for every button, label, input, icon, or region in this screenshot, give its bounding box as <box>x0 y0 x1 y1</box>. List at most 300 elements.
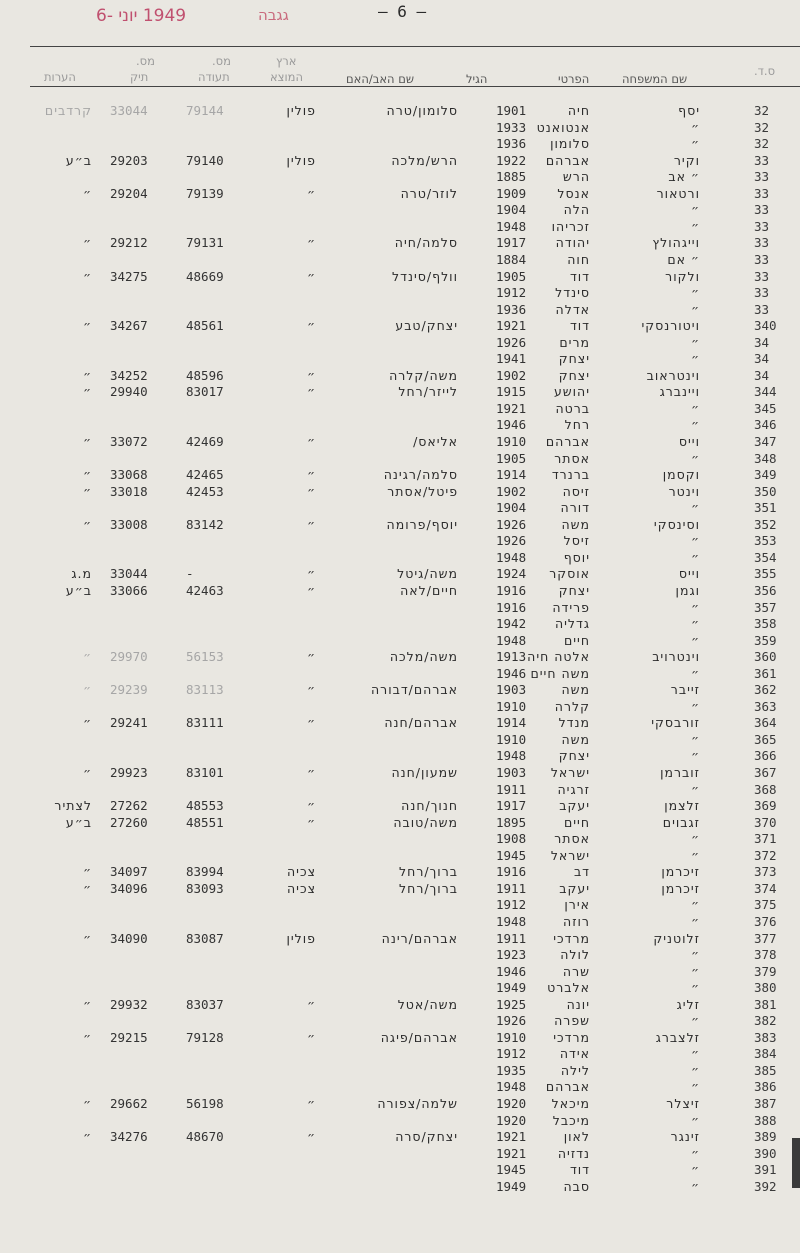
country-of-origin: ״ <box>306 516 316 532</box>
number-a: 79139 <box>186 185 224 201</box>
first-name: גדליה <box>554 616 590 632</box>
family-name: וינטרויב <box>652 649 700 665</box>
first-name: אירן <box>564 897 590 913</box>
row-number: 372 <box>754 847 777 863</box>
birth-year: 1948 <box>496 748 527 764</box>
country-of-origin: ״ <box>306 1129 316 1145</box>
first-name: רוזה <box>563 913 590 929</box>
parents-names: וולף/סינדל <box>392 268 458 284</box>
note: ״ <box>82 516 92 532</box>
note: ״ <box>82 930 92 946</box>
parents-names: משה/גיטל <box>397 566 458 582</box>
family-name: ״ <box>690 1046 700 1062</box>
number-a: 48596 <box>186 367 224 383</box>
birth-year: 1921 <box>496 318 527 334</box>
birth-year: 1926 <box>496 334 527 350</box>
birth-year: 1920 <box>496 1096 527 1111</box>
birth-year: 1936 <box>496 301 527 317</box>
row-number: 360 <box>754 649 777 665</box>
first-name: יוסף <box>563 549 590 565</box>
row-number: 346 <box>754 417 777 433</box>
family-name: זלצמן <box>664 798 700 814</box>
birth-year: 1946 <box>496 665 527 681</box>
family-name: ״ <box>690 616 700 632</box>
birth-year: 1914 <box>496 715 527 731</box>
birth-year: 1902 <box>496 367 527 383</box>
col-head-number-a: מס. <box>212 54 231 68</box>
row-number: 365 <box>754 731 777 747</box>
parents-names: אברהם/חנה <box>384 715 458 731</box>
country-of-origin: ״ <box>306 467 316 483</box>
parents-names: אליאס/ <box>413 434 458 449</box>
country-of-origin: ״ <box>306 798 316 814</box>
row-number: 32 <box>754 136 770 152</box>
family-name: ״ <box>690 119 700 135</box>
note: ״ <box>82 268 92 284</box>
number-b: 29940 <box>110 384 148 400</box>
birth-year: 1933 <box>496 119 527 135</box>
family-name: ״ אב <box>668 169 700 185</box>
number-a: 83994 <box>186 864 224 880</box>
birth-year: 1910 <box>496 434 527 449</box>
first-name: סינדל <box>555 285 590 301</box>
first-name: משה חיים <box>530 665 590 681</box>
country-of-origin: ״ <box>306 682 316 698</box>
first-name: חיה <box>567 103 590 118</box>
row-number: 368 <box>754 781 777 797</box>
number-a: - <box>186 566 194 582</box>
first-name: מיכבל <box>552 1112 590 1128</box>
family-name: ״ <box>690 665 700 681</box>
parents-names: משה/מלכה <box>389 649 458 665</box>
parents-names: ברוך/רחל <box>399 864 458 880</box>
family-name: ורטאור <box>656 185 700 201</box>
country-of-origin: ״ <box>306 185 316 201</box>
country-of-origin: ״ <box>306 582 316 598</box>
family-name: ״ <box>690 136 700 152</box>
note: ״ <box>82 864 92 880</box>
birth-year: 1935 <box>496 1062 527 1078</box>
number-a: 79140 <box>186 152 224 168</box>
row-number: 358 <box>754 616 777 632</box>
row-number: 33 <box>754 185 770 201</box>
family-name: זלצברג <box>655 1029 700 1045</box>
family-name: וייס <box>678 434 700 449</box>
birth-year: 1945 <box>496 1162 527 1178</box>
birth-year: 1917 <box>496 235 527 251</box>
first-name: דוד <box>569 1162 590 1178</box>
birth-year: 1949 <box>496 1178 527 1194</box>
first-name: זרגיה <box>557 781 590 797</box>
row-number: 371 <box>754 831 777 847</box>
number-b: 34096 <box>110 880 148 896</box>
family-name: ״ <box>690 417 700 433</box>
note: קרדבים <box>44 103 92 118</box>
birth-year: 1917 <box>496 798 527 814</box>
note: ״ <box>82 235 92 251</box>
parents-names: חנוך/חנה <box>401 798 458 814</box>
birth-year: 1912 <box>496 1046 527 1062</box>
family-name: זיכרמן <box>661 864 700 880</box>
parents-names: אברהם/דבורה <box>371 682 458 698</box>
birth-year: 1923 <box>496 947 527 963</box>
family-name: יסף <box>678 103 700 118</box>
first-name: סבה <box>563 1178 590 1194</box>
birth-year: 1910 <box>496 731 527 747</box>
number-a: 48551 <box>186 814 224 830</box>
row-number: 392 <box>754 1178 777 1194</box>
row-number: 32 <box>754 103 770 118</box>
birth-year: 1905 <box>496 268 527 284</box>
first-name: יצחק <box>558 582 590 598</box>
row-number: 345 <box>754 400 777 416</box>
first-name: יעקב <box>559 880 590 896</box>
row-number: 385 <box>754 1062 777 1078</box>
country-of-origin: צכיה <box>287 864 316 880</box>
family-name: וסינסקי <box>653 516 700 532</box>
parents-names: ברוך/רחל <box>399 880 458 896</box>
first-name: לאון <box>563 1129 590 1145</box>
row-number: 347 <box>754 434 777 449</box>
family-name: ״ <box>690 963 700 979</box>
first-name: זכריהו <box>551 218 590 234</box>
number-b: 29662 <box>110 1096 148 1111</box>
birth-year: 1948 <box>496 218 527 234</box>
note: מ.ג <box>71 566 92 582</box>
col-head-notes: הערות <box>44 70 76 84</box>
birth-year: 1948 <box>496 549 527 565</box>
number-b: 29203 <box>110 152 148 168</box>
first-name: מרדכי <box>553 1029 590 1045</box>
note: ״ <box>82 996 92 1012</box>
number-a: 48670 <box>186 1129 224 1145</box>
birth-year: 1916 <box>496 864 527 880</box>
number-b: 29932 <box>110 996 148 1012</box>
first-name: אנטואנט <box>536 119 590 135</box>
first-name: דב <box>573 864 590 880</box>
birth-year: 1921 <box>496 400 527 416</box>
birth-year: 1926 <box>496 516 527 532</box>
first-name: שרה <box>562 963 590 979</box>
country-of-origin: ״ <box>306 1096 316 1111</box>
note: ״ <box>82 880 92 896</box>
first-name: פרידה <box>552 599 590 615</box>
number-b: 34267 <box>110 318 148 334</box>
family-name: זגבוים <box>662 814 700 830</box>
parents-names: אברהם/פיגה <box>380 1029 458 1045</box>
family-name: זיצלר <box>666 1096 700 1111</box>
scan-edge <box>792 1138 800 1188</box>
parents-names: משה/קלרה <box>389 367 458 383</box>
birth-year: 1910 <box>496 1029 527 1045</box>
parents-names: לוזר/טרה <box>400 185 458 201</box>
parents-names: משה/טובה <box>393 814 458 830</box>
first-name: מרים <box>559 334 590 350</box>
note: ״ <box>82 715 92 731</box>
row-number: 353 <box>754 533 777 549</box>
first-name: הלה <box>563 202 590 218</box>
col-head-first-name: הפרטי <box>558 72 590 86</box>
number-b: 29215 <box>110 1029 148 1045</box>
first-name: נדזיה <box>557 1145 590 1161</box>
first-name: אלטה חיה <box>527 649 590 665</box>
row-number: 386 <box>754 1079 777 1095</box>
row-number: 33 <box>754 301 770 317</box>
family-name: זיכרמן <box>661 880 700 896</box>
row-number: 389 <box>754 1129 777 1145</box>
first-name: יצחק <box>558 351 590 367</box>
family-name: זינגר <box>670 1129 700 1145</box>
parents-names: סלמה/רגינה <box>383 467 458 483</box>
country-of-origin: ״ <box>306 566 316 582</box>
first-name: לולה <box>560 947 590 963</box>
number-b: 27262 <box>110 798 148 814</box>
family-name: ״ <box>690 913 700 929</box>
row-number: 362 <box>754 682 777 698</box>
first-name: אידה <box>559 1046 590 1062</box>
number-a: 83101 <box>186 765 224 780</box>
page-number: – 6 – <box>378 2 427 21</box>
birth-year: 1920 <box>496 1112 527 1128</box>
parents-names: שמעון/חנה <box>391 765 458 780</box>
col-head-row-no: ס.ד. <box>754 64 776 78</box>
number-b: 34252 <box>110 367 148 383</box>
first-name: אדלה <box>555 301 590 317</box>
note: ״ <box>82 434 92 449</box>
note: ״ <box>82 318 92 334</box>
first-name: מרדכי <box>553 930 590 946</box>
row-number: 376 <box>754 913 777 929</box>
note: ״ <box>82 467 92 483</box>
parents-names: סלמה/חיה <box>394 235 458 251</box>
row-number: 375 <box>754 897 777 913</box>
family-name: זייבר <box>670 682 700 698</box>
first-name: דורה <box>560 500 590 516</box>
row-number: 380 <box>754 980 777 996</box>
col-head-country-2: המוצא <box>270 70 303 84</box>
birth-year: 1926 <box>496 533 527 549</box>
number-b: 29239 <box>110 682 148 698</box>
row-number: 33 <box>754 169 770 185</box>
col-head-number-b: מס. <box>136 54 155 68</box>
parents-names: יוסף/פרומה <box>386 516 458 532</box>
first-name: אסתר <box>554 831 590 847</box>
number-a: 83111 <box>186 715 224 731</box>
number-a: 48553 <box>186 798 224 814</box>
number-b: 33008 <box>110 516 148 532</box>
birth-year: 1901 <box>496 103 527 118</box>
family-name: ״ <box>690 897 700 913</box>
country-of-origin: ״ <box>306 367 316 383</box>
row-number: 350 <box>754 483 777 499</box>
family-name: ״ <box>690 202 700 218</box>
first-name: משה <box>561 516 590 532</box>
family-name: ״ <box>690 1079 700 1095</box>
birth-year: 1949 <box>496 980 527 996</box>
first-name: אנסל <box>557 185 590 201</box>
family-name: זלוטניק <box>653 930 700 946</box>
family-name: וייס <box>678 566 700 582</box>
birth-year: 1941 <box>496 351 527 367</box>
number-b: 29241 <box>110 715 148 731</box>
country-of-origin: פולין <box>286 103 316 118</box>
birth-year: 1948 <box>496 632 527 648</box>
col-head-family: שם המשפחה <box>622 72 688 86</box>
note: ״ <box>82 185 92 201</box>
birth-year: 1936 <box>496 136 527 152</box>
row-number: 354 <box>754 549 777 565</box>
note: ״ <box>82 765 92 780</box>
first-name: יונה <box>566 996 590 1012</box>
number-a: 48669 <box>186 268 224 284</box>
row-number: 377 <box>754 930 777 946</box>
family-name: וגמן <box>675 582 700 598</box>
row-number: 390 <box>754 1145 777 1161</box>
number-b: 33072 <box>110 434 148 449</box>
family-name: ״ <box>690 731 700 747</box>
birth-year: 1913 <box>496 649 527 665</box>
family-name: ״ <box>690 1062 700 1078</box>
parents-names: לייזר/רחל <box>398 384 458 400</box>
first-name: אלברט <box>547 980 590 996</box>
birth-year: 1916 <box>496 582 527 598</box>
number-a: 83093 <box>186 880 224 896</box>
family-name: ״ <box>690 549 700 565</box>
birth-year: 1909 <box>496 185 527 201</box>
birth-year: 1915 <box>496 384 527 400</box>
number-b: 34276 <box>110 1129 148 1145</box>
note: ״ <box>82 483 92 499</box>
number-a: 83113 <box>186 682 224 698</box>
birth-year: 1884 <box>496 251 527 267</box>
row-number: 374 <box>754 880 777 896</box>
birth-year: 1948 <box>496 913 527 929</box>
family-name: ״ <box>690 1112 700 1128</box>
family-name: וייגהולץ <box>652 235 700 251</box>
family-name: ״ אם <box>667 251 700 267</box>
first-name: שפרה <box>554 1013 590 1029</box>
birth-year: 1903 <box>496 682 527 698</box>
first-name: חוה <box>567 251 590 267</box>
first-name: דוד <box>569 318 590 334</box>
number-a: 83087 <box>186 930 224 946</box>
row-number: 33 <box>754 152 770 168</box>
parents-names: יצחק/סרה <box>395 1129 458 1145</box>
family-name: וקסמן <box>662 467 700 483</box>
row-number: 369 <box>754 798 777 814</box>
number-b: 33044 <box>110 566 148 582</box>
birth-year: 1922 <box>496 152 527 168</box>
row-number: 33 <box>754 285 770 301</box>
row-number: 373 <box>754 864 777 880</box>
family-name: וינטראוב <box>646 367 700 383</box>
family-name: ״ <box>690 351 700 367</box>
first-name: יצחק <box>558 748 590 764</box>
family-name: זורבסקי <box>651 715 700 731</box>
family-name: וקיר <box>673 152 700 168</box>
parents-names: חיים/לאה <box>400 582 458 598</box>
family-name: ״ <box>690 831 700 847</box>
number-b: 33044 <box>110 103 148 118</box>
first-name: חיים <box>563 632 590 648</box>
birth-year: 1926 <box>496 1013 527 1029</box>
first-name: אוסקר <box>549 566 590 582</box>
row-number: 32 <box>754 119 770 135</box>
number-b: 33066 <box>110 582 148 598</box>
number-a: 56153 <box>186 649 224 665</box>
row-number: 382 <box>754 1013 777 1029</box>
country-of-origin: ״ <box>306 649 316 665</box>
row-number: 33 <box>754 202 770 218</box>
row-number: 344 <box>754 384 777 400</box>
family-name: ״ <box>690 980 700 996</box>
first-name: ברטה <box>555 400 590 416</box>
note: ״ <box>82 649 92 665</box>
first-name: דוד <box>569 268 590 284</box>
parents-names: יצחק/טבע <box>395 318 458 334</box>
first-name: יהושע <box>553 384 590 400</box>
birth-year: 1911 <box>496 880 527 896</box>
row-number: 383 <box>754 1029 777 1045</box>
first-name: ישראל <box>550 765 590 780</box>
family-name: זוברמן <box>660 765 700 780</box>
row-number: 363 <box>754 698 777 714</box>
row-number: 351 <box>754 500 777 516</box>
parents-names: סלומון/טרה <box>386 103 458 118</box>
birth-year: 1910 <box>496 698 527 714</box>
birth-year: 1946 <box>496 417 527 433</box>
col-head-number-a-2: תעודה <box>198 70 230 84</box>
row-number: 355 <box>754 566 777 582</box>
row-number: 357 <box>754 599 777 615</box>
col-head-number-b-2: תיק <box>130 70 149 84</box>
number-b: 29923 <box>110 765 148 780</box>
row-number: 391 <box>754 1162 777 1178</box>
country-of-origin: ״ <box>306 434 316 449</box>
country-of-origin: ״ <box>306 715 316 731</box>
number-b: 34275 <box>110 268 148 284</box>
family-name: ״ <box>690 1178 700 1194</box>
country-of-origin: פולין <box>286 930 316 946</box>
first-name: יהודה <box>555 235 590 251</box>
country-of-origin: צכיה <box>287 880 316 896</box>
note: ב״ע <box>65 152 92 168</box>
row-number: 349 <box>754 467 777 483</box>
family-name: ״ <box>690 781 700 797</box>
first-name: מיכאל <box>551 1096 590 1111</box>
first-name: ברנרד <box>551 467 590 483</box>
family-name: ״ <box>690 533 700 549</box>
row-number: 34 <box>754 367 770 383</box>
row-number: 387 <box>754 1096 777 1111</box>
parents-names: שלמה/צפורה <box>377 1096 458 1111</box>
row-number: 340 <box>754 318 777 334</box>
family-name: וינטר <box>668 483 700 499</box>
birth-year: 1905 <box>496 450 527 466</box>
stamp-text: גגבה <box>258 6 289 24</box>
first-name: יצחק <box>558 367 590 383</box>
parents-names: משה/אטל <box>397 996 458 1012</box>
family-name: ויינברג <box>659 384 700 400</box>
row-number: 359 <box>754 632 777 648</box>
row-number: 356 <box>754 582 777 598</box>
family-name: ״ <box>690 698 700 714</box>
birth-year: 1895 <box>496 814 527 830</box>
row-number: 348 <box>754 450 777 466</box>
first-name: אברהם <box>545 152 590 168</box>
row-number: 366 <box>754 748 777 764</box>
country-of-origin: ״ <box>306 384 316 400</box>
